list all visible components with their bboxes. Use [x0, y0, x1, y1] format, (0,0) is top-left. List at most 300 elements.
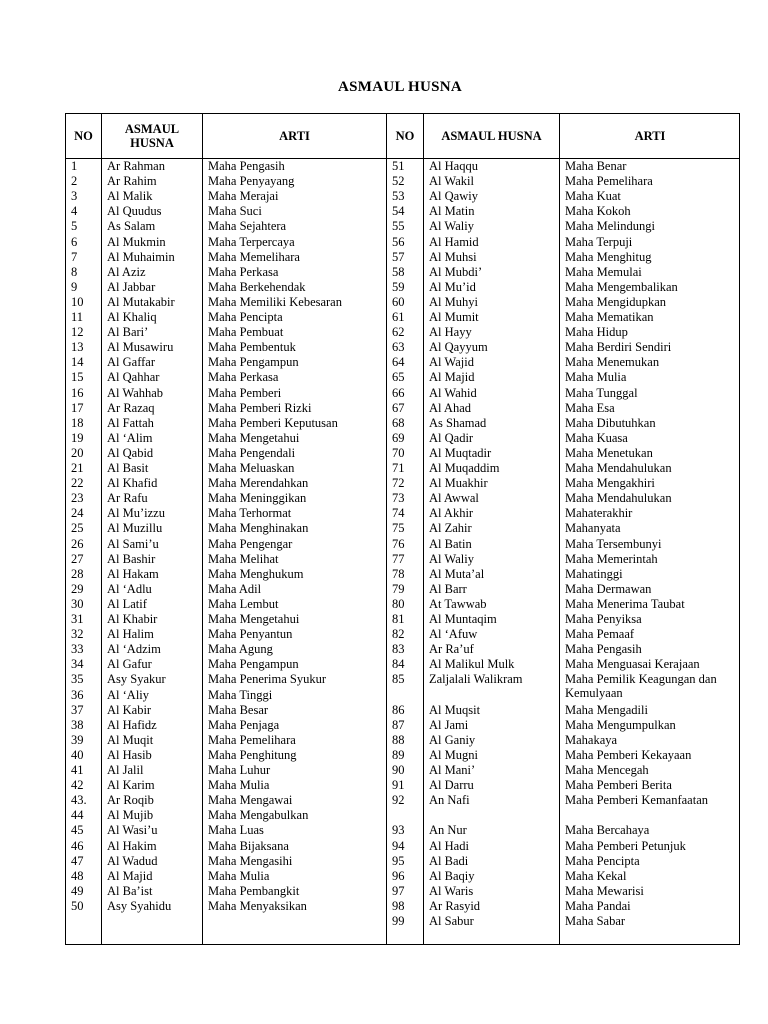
- right-row-name: Al Hayy: [429, 325, 472, 340]
- left-row-name: Al ‘Alim: [107, 430, 153, 445]
- left-row-name: Al Muqit: [107, 732, 154, 747]
- left-row-no: 30: [71, 596, 84, 611]
- left-row-name: Al Kabir: [107, 702, 152, 717]
- left-row-no: 16: [71, 385, 84, 400]
- left-row-no: 44: [71, 808, 84, 823]
- right-row-no: 63: [392, 340, 405, 355]
- left-row-no: 37: [71, 702, 84, 717]
- left-row-no: 17: [71, 400, 84, 415]
- right-row-arti: Maha Pengasih: [565, 642, 642, 657]
- right-row-no: 95: [392, 853, 405, 868]
- left-row-no: 27: [71, 551, 84, 566]
- left-row-arti: Maha Luas: [208, 823, 264, 838]
- left-row-name: Ar Rahim: [107, 174, 157, 189]
- right-row-name: Al Qawiy: [429, 189, 478, 204]
- right-row-name: Ar Ra’uf: [429, 642, 474, 657]
- left-row-arti: Maha Perkasa: [208, 370, 279, 385]
- right-row-no: 75: [392, 521, 405, 536]
- right-row-name: Al Mubdi’: [429, 264, 483, 279]
- left-row-no: 6: [71, 234, 78, 249]
- right-row-arti: Maha Pemberi Kekayaan: [565, 747, 692, 762]
- header-arti-left: ARTI: [279, 129, 310, 143]
- left-row-no: 34: [71, 657, 84, 672]
- right-row-arti: Maha Tersembunyi: [565, 536, 662, 551]
- header-asmaul-right: ASMAUL HUSNA: [441, 129, 542, 143]
- right-row-arti: Maha Pemberi Berita: [565, 778, 672, 793]
- left-row-no: 25: [71, 521, 84, 536]
- right-row-name: Al Akhir: [429, 506, 474, 521]
- right-row-no: 91: [392, 778, 405, 793]
- right-row-name: Al ‘Afuw: [429, 627, 478, 642]
- left-row-name: Al Wadud: [107, 853, 158, 868]
- header-arti-right: ARTI: [634, 129, 666, 143]
- right-row-arti: Maha Pemberi Petunjuk: [565, 838, 686, 853]
- right-row-name: Al Muqaddim: [429, 461, 500, 475]
- right-row-arti: Mahanyata: [565, 521, 621, 536]
- left-row-name: Al Malik: [107, 189, 153, 204]
- left-row-arti: Maha Terpercaya: [208, 234, 295, 249]
- right-row-name: Zaljalali Walikram: [429, 672, 523, 687]
- left-row-no: 41: [71, 763, 84, 777]
- right-row-arti: Maha Kuat: [565, 189, 621, 204]
- right-row-no: 98: [392, 898, 405, 913]
- right-row-name: Al Hamid: [429, 234, 479, 249]
- left-row-no: 15: [71, 370, 84, 385]
- right-row-arti: Maha Tunggal: [565, 385, 638, 400]
- left-row-arti: Maha Pembuat: [208, 325, 284, 340]
- right-row-no: 90: [392, 763, 405, 777]
- left-row-arti: Maha Pengasih: [208, 159, 285, 173]
- left-row-no: 35: [71, 672, 84, 687]
- left-row-no: 7: [71, 249, 78, 264]
- left-row-name: Ar Razaq: [107, 400, 155, 415]
- left-row-arti: Maha Mengasihi: [208, 853, 293, 868]
- right-row-no: 93: [392, 823, 405, 838]
- right-row-name: Al Hadi: [429, 838, 469, 853]
- right-row-arti: Maha Mengidupkan: [565, 294, 667, 309]
- right-row-arti: Maha Melindungi: [565, 219, 655, 234]
- right-row-arti: Maha Mewarisi: [565, 883, 644, 898]
- right-row-arti: Maha Menerima Taubat: [565, 596, 685, 611]
- right-row-no: 64: [392, 355, 405, 370]
- right-row-no: 97: [392, 883, 405, 898]
- left-row-name: Al Latif: [107, 596, 147, 611]
- left-row-name: Al Khaliq: [107, 310, 157, 324]
- right-row-arti: Maha Pemelihara: [565, 174, 653, 189]
- right-row-name: Al Muntaqim: [429, 612, 497, 626]
- left-row-name: Al Muzillu: [107, 521, 163, 536]
- right-row-name: Al Mani’: [429, 763, 476, 777]
- left-row-name: Al Hafidz: [107, 717, 157, 732]
- left-row-no: 5: [71, 219, 78, 234]
- right-row-arti: Maha Berdiri Sendiri: [565, 340, 672, 355]
- left-row-arti: Maha Bijaksana: [208, 838, 289, 853]
- right-row-no: 96: [392, 868, 405, 883]
- right-row-name: Al Matin: [429, 204, 475, 219]
- left-row-name: Ar Rafu: [107, 491, 148, 506]
- right-row-no: 51: [392, 159, 405, 173]
- left-row-name: Al Majid: [107, 868, 153, 883]
- left-row-no: 24: [71, 506, 84, 521]
- left-row-no: 46: [71, 838, 84, 853]
- left-row-name: Al Khabir: [107, 612, 158, 626]
- right-row-arti: Mahakaya: [565, 732, 618, 747]
- column-divider: [101, 114, 102, 944]
- left-row-name: Al Jalil: [107, 763, 144, 777]
- left-row-no: 23: [71, 491, 84, 506]
- right-row-arti: Maha Memulai: [565, 264, 642, 279]
- right-row-no: 83: [392, 642, 405, 657]
- right-row-name: Al Badi: [429, 853, 469, 868]
- left-row-arti: Maha Pembangkit: [208, 883, 300, 898]
- left-row-arti: Maha Tinggi: [208, 687, 273, 702]
- left-row-name: Al Karim: [107, 778, 155, 793]
- right-row-name: Al Darru: [429, 778, 474, 793]
- left-row-arti: Maha Penghitung: [208, 747, 297, 762]
- left-row-no: 9: [71, 279, 78, 294]
- right-row-no: 61: [392, 310, 405, 324]
- right-row-no: 89: [392, 747, 405, 762]
- right-row-name: Al Muhsi: [429, 249, 477, 264]
- left-row-arti: Maha Mengetahui: [208, 612, 300, 626]
- right-row-arti: Maha Pemilik Keagungan dan Kemulyaan: [565, 672, 717, 701]
- right-row-no: 72: [392, 476, 405, 491]
- right-row-no: 99: [392, 914, 405, 928]
- left-row-no: 11: [71, 310, 84, 324]
- left-row-arti: Maha Berkehendak: [208, 279, 306, 294]
- left-row-arti: Maha Pemberi: [208, 385, 282, 400]
- left-row-name: Al Wahhab: [107, 385, 164, 400]
- right-row-name: Al Malikul Mulk: [429, 657, 515, 672]
- left-row-no: 31: [71, 612, 84, 626]
- right-row-arti: Maha Mengumpulkan: [565, 717, 676, 732]
- left-row-arti: Maha Pengendali: [208, 445, 296, 460]
- header-asmaul-left: ASMAUL HUSNA: [124, 122, 180, 150]
- header-no-right: NO: [395, 129, 415, 143]
- column-divider: [386, 114, 387, 944]
- left-row-arti: Maha Pembentuk: [208, 340, 296, 355]
- left-row-no: 8: [71, 264, 78, 279]
- right-row-no: 55: [392, 219, 405, 234]
- left-row-name: Al Mujib: [107, 808, 154, 823]
- left-row-no: 40: [71, 747, 84, 762]
- right-row-no: 52: [392, 174, 405, 189]
- right-row-name: An Nur: [429, 823, 467, 838]
- right-row-no: 65: [392, 370, 405, 385]
- left-row-name: Al Wasi’u: [107, 823, 158, 838]
- left-row-no: 14: [71, 355, 84, 370]
- right-row-name: Al Muqsit: [429, 702, 481, 717]
- left-row-arti: Maha Menghukum: [208, 566, 304, 581]
- right-row-no: 88: [392, 732, 405, 747]
- left-row-name: Al Fattah: [107, 415, 154, 430]
- left-row-no: 3: [71, 189, 78, 204]
- left-row-name: Asy Syakur: [107, 672, 166, 687]
- left-row-name: Ar Rahman: [107, 159, 165, 173]
- left-row-name: Al ‘Adlu: [107, 581, 152, 596]
- right-row-arti: Maha Menghitug: [565, 249, 652, 264]
- left-row-no: 36: [71, 687, 84, 702]
- right-row-name: Al Mugni: [429, 747, 478, 762]
- right-row-name: Al Barr: [429, 581, 467, 596]
- right-row-no: 60: [392, 294, 405, 309]
- right-row-no: 58: [392, 264, 405, 279]
- left-row-arti: Maha Besar: [208, 702, 269, 717]
- left-row-no: 21: [71, 461, 84, 475]
- left-row-arti: Maha Mulia: [208, 778, 270, 793]
- left-row-name: Al Aziz: [107, 264, 146, 279]
- left-row-name: Ar Roqib: [107, 793, 154, 808]
- left-row-name: Al Halim: [107, 627, 154, 642]
- right-row-name: Al Baqiy: [429, 868, 475, 883]
- right-row-no: 87: [392, 717, 405, 732]
- right-row-name: Al Ahad: [429, 400, 472, 415]
- left-row-name: Al Gafur: [107, 657, 152, 672]
- left-row-name: Al ‘Adzim: [107, 642, 161, 657]
- right-row-arti: Maha Memerintah: [565, 551, 658, 566]
- right-row-name: Ar Rasyid: [429, 898, 481, 913]
- right-row-name: Al Waliy: [429, 551, 474, 566]
- left-row-arti: Maha Melihat: [208, 551, 279, 566]
- right-row-name: Al Ganiy: [429, 732, 476, 747]
- left-row-no: 20: [71, 445, 84, 460]
- right-row-name: Al Wajid: [429, 355, 474, 370]
- right-row-name: Al Awwal: [429, 491, 479, 506]
- left-row-arti: Maha Lembut: [208, 596, 279, 611]
- left-row-name: Al Jabbar: [107, 279, 156, 294]
- right-row-name: Al Mumit: [429, 310, 479, 324]
- left-row-arti: Maha Pencipta: [208, 310, 283, 324]
- right-row-name: Al Batin: [429, 536, 472, 551]
- right-row-name: Al Waris: [429, 883, 474, 898]
- left-row-arti: Maha Pemberi Rizki: [208, 400, 312, 415]
- left-row-name: Al Qahhar: [107, 370, 160, 385]
- right-row-arti: Maha Sabar: [565, 914, 626, 928]
- right-row-arti: Maha Pencipta: [565, 853, 640, 868]
- right-row-no: 68: [392, 415, 405, 430]
- right-row-no: 82: [392, 627, 405, 642]
- column-divider: [202, 114, 203, 944]
- right-row-no: 92: [392, 793, 405, 808]
- right-row-arti: Maha Kokoh: [565, 204, 631, 219]
- right-row-arti: Maha Mencegah: [565, 763, 649, 777]
- right-row-no: 70: [392, 445, 405, 460]
- left-row-no: 33: [71, 642, 84, 657]
- left-row-name: Al Mukmin: [107, 234, 166, 249]
- left-row-arti: Maha Pengengar: [208, 536, 293, 551]
- right-row-name: Al Muta’al: [429, 566, 485, 581]
- left-row-no: 45: [71, 823, 84, 838]
- right-row-arti: Maha Menemukan: [565, 355, 660, 370]
- right-row-no: 57: [392, 249, 405, 264]
- right-row-no: 56: [392, 234, 405, 249]
- left-row-no: 43.: [71, 793, 87, 808]
- right-row-arti: Maha Mengembalikan: [565, 279, 678, 294]
- left-row-no: 4: [71, 204, 78, 219]
- left-row-no: 47: [71, 853, 84, 868]
- right-row-arti: Maha Mulia: [565, 370, 627, 385]
- right-row-arti: Maha Dibutuhkan: [565, 415, 656, 430]
- left-row-arti: Maha Mengabulkan: [208, 808, 309, 823]
- right-row-arti: Maha Pandai: [565, 898, 631, 913]
- left-row-arti: Maha Agung: [208, 642, 273, 657]
- right-row-no: 86: [392, 702, 405, 717]
- right-row-name: Al Wakil: [429, 174, 474, 189]
- left-row-arti: Maha Meninggikan: [208, 491, 307, 506]
- asmaul-husna-table: [65, 113, 740, 945]
- left-row-arti: Maha Suci: [208, 204, 262, 219]
- left-row-no: 26: [71, 536, 84, 551]
- left-row-no: 32: [71, 627, 84, 642]
- right-row-arti: Maha Terpuji: [565, 234, 633, 249]
- right-row-name: An Nafi: [429, 793, 470, 808]
- left-row-arti: Maha Sejahtera: [208, 219, 287, 234]
- right-row-name: Al Muakhir: [429, 476, 488, 491]
- column-divider: [559, 114, 560, 944]
- left-row-name: Al Bashir: [107, 551, 156, 566]
- left-row-name: Al Hakim: [107, 838, 157, 853]
- left-row-name: Al Hakam: [107, 566, 159, 581]
- left-row-name: Al Qabid: [107, 445, 154, 460]
- right-row-no: 76: [392, 536, 405, 551]
- left-row-arti: Maha Menyaksikan: [208, 898, 307, 913]
- right-row-no: 71: [392, 461, 405, 475]
- right-row-no: 94: [392, 838, 405, 853]
- right-row-arti: Maha Benar: [565, 159, 627, 173]
- right-row-arti: Maha Menguasai Kerajaan: [565, 657, 700, 672]
- right-row-arti: Maha Mendahulukan: [565, 491, 672, 506]
- left-row-no: 42: [71, 778, 84, 793]
- right-row-no: 79: [392, 581, 405, 596]
- document-title: ASMAUL HUSNA: [337, 79, 463, 95]
- right-row-name: At Tawwab: [429, 596, 487, 611]
- right-row-arti: Maha Kekal: [565, 868, 627, 883]
- left-row-name: As Salam: [107, 219, 156, 234]
- right-row-arti: Maha Kuasa: [565, 430, 628, 445]
- left-row-arti: Maha Penjaga: [208, 717, 280, 732]
- left-row-no: 50: [71, 898, 84, 913]
- right-row-arti: Maha Mematikan: [565, 310, 654, 324]
- left-row-arti: Maha Pemelihara: [208, 732, 296, 747]
- column-divider: [423, 114, 424, 944]
- left-row-name: Al Bari’: [107, 325, 149, 340]
- left-row-no: 38: [71, 717, 84, 732]
- left-row-no: 28: [71, 566, 84, 581]
- left-row-arti: Maha Memelihara: [208, 249, 300, 264]
- left-row-arti: Maha Mengetahui: [208, 430, 300, 445]
- right-row-name: Al Mu’id: [429, 279, 476, 294]
- right-row-arti: Maha Hidup: [565, 325, 628, 340]
- left-row-arti: Maha Penyayang: [208, 174, 295, 189]
- right-row-no: 78: [392, 566, 405, 581]
- right-row-arti: Maha Pemberi Kemanfaatan: [565, 793, 708, 808]
- right-row-arti: Maha Bercahaya: [565, 823, 650, 838]
- right-row-arti: Maha Mendahulukan: [565, 461, 672, 475]
- right-row-name: Al Zahir: [429, 521, 472, 536]
- left-row-no: 49: [71, 883, 84, 898]
- right-row-no: 81: [392, 612, 405, 626]
- left-row-no: 12: [71, 325, 84, 340]
- right-row-arti: Maha Penyiksa: [565, 612, 642, 626]
- right-row-arti: Maha Mengakhiri: [565, 476, 655, 491]
- right-row-arti: Maha Mengadili: [565, 702, 648, 717]
- left-row-no: 22: [71, 476, 84, 491]
- left-row-no: 39: [71, 732, 84, 747]
- right-row-name: As Shamad: [429, 415, 487, 430]
- right-row-arti: Maha Menetukan: [565, 445, 653, 460]
- right-row-name: Al Wahid: [429, 385, 477, 400]
- left-row-arti: Maha Penyantun: [208, 627, 293, 642]
- right-row-no: 69: [392, 430, 405, 445]
- left-row-name: Al Gaffar: [107, 355, 156, 370]
- left-row-name: Al Quudus: [107, 204, 162, 219]
- left-row-arti: Maha Mulia: [208, 868, 270, 883]
- right-row-no: 85: [392, 672, 405, 687]
- right-row-name: Al Qadir: [429, 430, 474, 445]
- left-row-arti: Maha Pemberi Keputusan: [208, 415, 338, 430]
- right-row-no: 84: [392, 657, 405, 672]
- right-row-arti: Mahatinggi: [565, 566, 623, 581]
- left-row-no: 29: [71, 581, 84, 596]
- left-row-no: 18: [71, 415, 84, 430]
- left-row-name: Al Ba’ist: [107, 883, 153, 898]
- left-row-arti: Maha Menghinakan: [208, 521, 309, 536]
- right-row-no: 77: [392, 551, 405, 566]
- right-row-name: Al Haqqu: [429, 159, 478, 173]
- left-row-arti: Maha Merajai: [208, 189, 279, 204]
- right-row-name: Al Majid: [429, 370, 475, 385]
- right-row-name: Al Waliy: [429, 219, 474, 234]
- right-row-no: 59: [392, 279, 405, 294]
- right-row-no: 80: [392, 596, 405, 611]
- left-row-arti: Maha Terhormat: [208, 506, 292, 521]
- left-row-no: 10: [71, 294, 84, 309]
- left-row-name: Al ‘Aliy: [107, 687, 150, 702]
- right-row-name: Al Jami: [429, 717, 469, 732]
- left-row-arti: Maha Memiliki Kebesaran: [208, 294, 342, 309]
- left-row-no: 2: [71, 174, 78, 189]
- left-row-arti: Maha Perkasa: [208, 264, 279, 279]
- right-row-arti: Maha Esa: [565, 400, 615, 415]
- right-row-arti: Maha Pemaaf: [565, 627, 635, 642]
- header-no-left: NO: [74, 129, 93, 143]
- left-row-no: 48: [71, 868, 84, 883]
- left-row-name: Al Khafid: [107, 476, 158, 491]
- right-row-no: 54: [392, 204, 405, 219]
- left-row-arti: Maha Meluaskan: [208, 461, 295, 475]
- right-row-name: Al Qayyum: [429, 340, 488, 355]
- left-row-arti: Maha Adil: [208, 581, 262, 596]
- left-row-name: Asy Syahidu: [107, 898, 172, 913]
- right-row-no: 53: [392, 189, 405, 204]
- left-row-no: 1: [71, 159, 78, 173]
- left-row-no: 13: [71, 340, 84, 355]
- left-row-arti: Maha Pengampun: [208, 657, 299, 672]
- right-row-arti: Mahaterakhir: [565, 506, 633, 521]
- left-row-arti: Maha Luhur: [208, 763, 271, 777]
- left-row-name: Al Hasib: [107, 747, 152, 762]
- left-row-name: Al Muhaimin: [107, 249, 175, 264]
- right-row-no: 66: [392, 385, 405, 400]
- right-row-no: 73: [392, 491, 405, 506]
- left-row-name: Al Sami’u: [107, 536, 159, 551]
- left-row-name: Al Musawiru: [107, 340, 174, 355]
- right-row-name: Al Muqtadir: [429, 445, 492, 460]
- left-row-arti: Maha Penerima Syukur: [208, 672, 327, 687]
- right-row-no: 67: [392, 400, 405, 415]
- right-row-name: Al Sabur: [429, 914, 474, 928]
- right-row-arti: Maha Dermawan: [565, 581, 652, 596]
